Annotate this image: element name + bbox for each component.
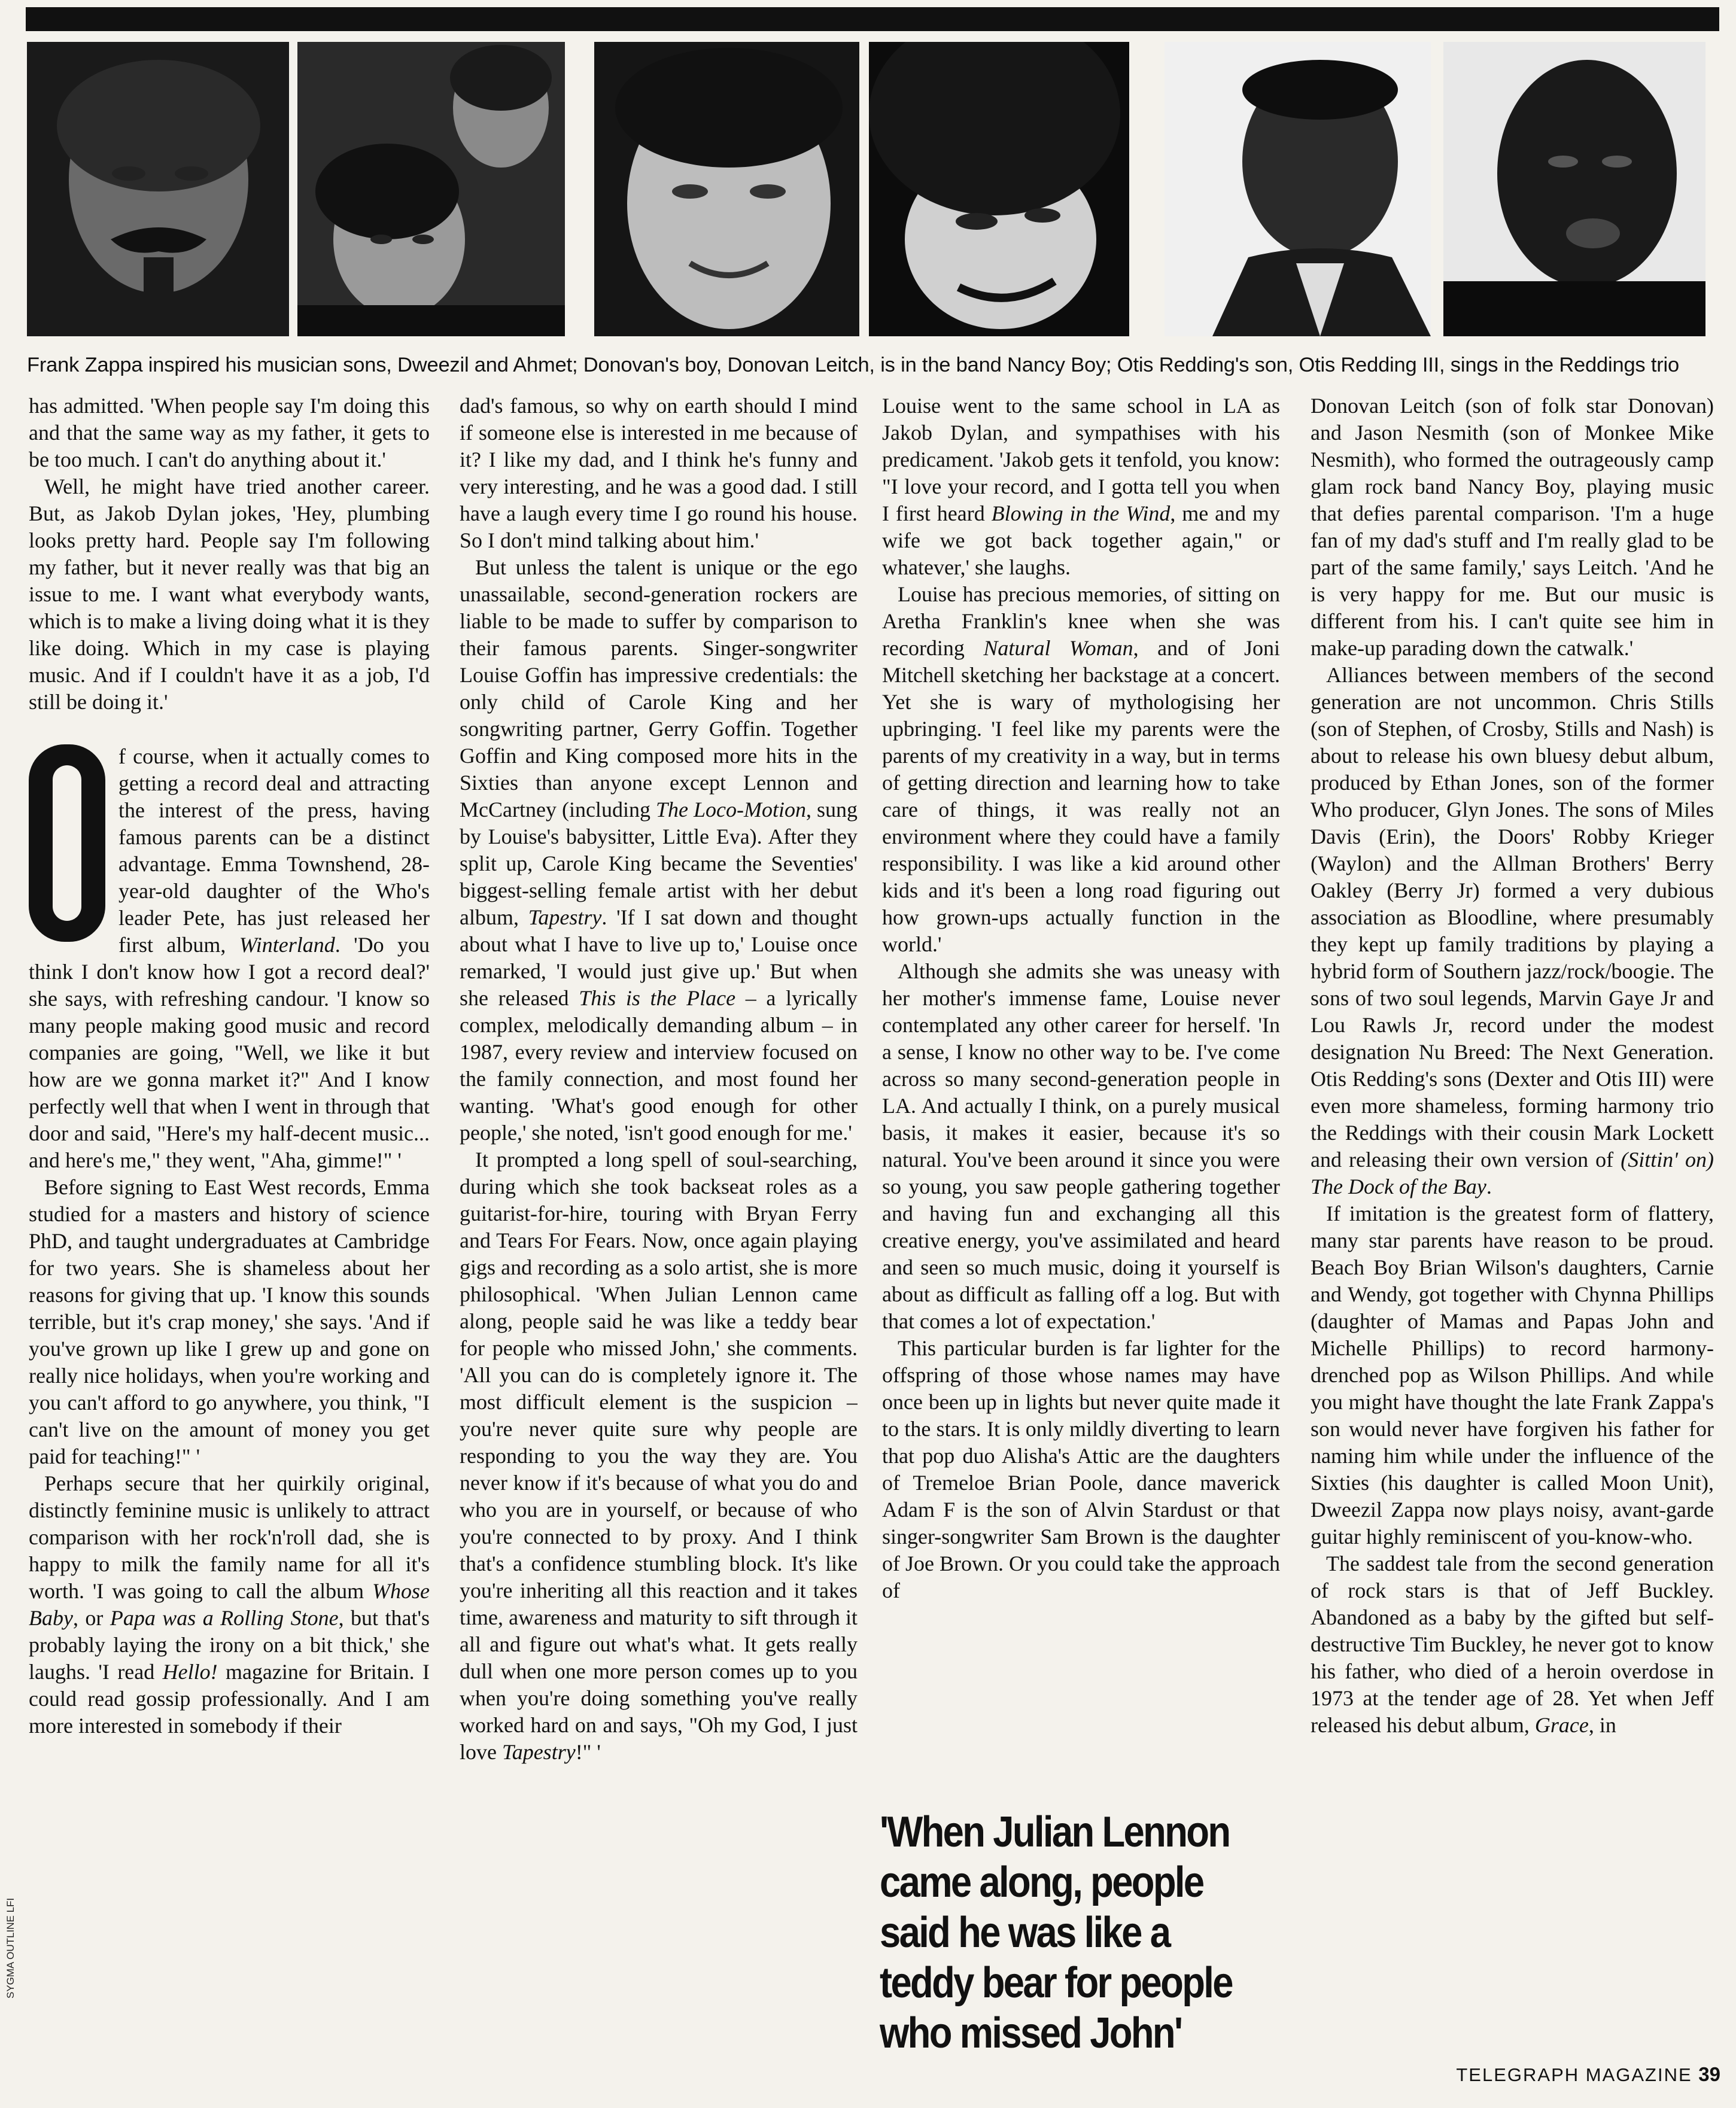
paragraph: Louise has precious memories, of sitting on Aretha Franklin's knee when she was recording Natural Woman, and of Joni Mitchell sketching her backstage at a concert. Yet she is wary of mythologising her upbringing. 'I feel like my parents were the parents of my creativity in a way, but in terms of getting direction and learning how to take care of things, it was really not an environment where they could have a family responsibility. I was like a kid around other kids and it's been a long road figuring out how grown-ups actually function in the world.' [882, 582, 1280, 956]
paragraph: This particular burden is far lighter for the offspring of those whose names may have once been up in lights but never quite made it to the stars. It is only mildly diverting to learn that pop duo Alisha's Attic are the daughters of Tremeloe Brian Poole, dance maverick Adam F is the son of Alvin Stardust or that singer-songwriter Sam Brown is the daughter of Joe Brown. Or you could take the approach of [882, 1336, 1280, 1602]
paragraph: If imitation is the greatest form of flattery, many star parents have reason to be proud. Beach Boy Brian Wilson's daughters, Carnie and Wendy, got together with Chynna Phillips (daughter of Mamas and Papas John and Michelle Phillips) to record harmony-drenched pop as Wilson Phillips. And while you might have thought the late Frank Zappa's son would never have forgiven his father for naming him while under the influence of the Sixties (his daughter is called Moon Unit), Dweezil Zappa now plays noisy, avant-garde guitar highly reminiscent of you-know-who. [1311, 1201, 1714, 1549]
photo-frank-zappa [27, 42, 289, 336]
paragraph: Well, he might have tried another career. But, as Jakob Dylan jokes, 'Hey, plumbing looks pretty hard. People say I'm following my father, but it never really was that big an issue to me. I want what everybody wants, which is to make a living doing what it is they like doing. Which in my case is playing music. And if I couldn't have it as a job, I'd still be doing it.' [29, 474, 430, 714]
photo-donovan-leitch [869, 42, 1129, 336]
page-footer [1394, 2063, 1720, 2087]
paragraph: Perhaps secure that her quirkily original, distinctly feminine music is unlikely to attract comparison with her rock'n'roll dad, she is happy to milk the family name for all it's worth. 'I was going to call the album Whose Baby, or Papa was a Rolling Stone, but that's probably laying the irony on a bit thick,' she laughs. 'I read Hello! magazine for Britain. I could read gossip professionally. And I am more interested in somebody if their [29, 1471, 430, 1738]
paragraph: Louise went to the same school in LA as Jakob Dylan, and sympathises with his predicament. 'Jakob gets it tenfold, you know: "I love your record, and I gotta tell you when I first heard Blowing in the Wind, me and my wife we got back together again," or whatever,' she laughs. [882, 394, 1280, 579]
magazine-name: TELEGRAPH MAGAZINE [1456, 2064, 1692, 2085]
paragraph: Before signing to East West records, Emma studied for a masters and history of science PhD, and taught undergraduates at Cambridge for two years. She is shameless about her reasons for giving that up. 'I know this sounds terrible, but it's crap money,' she says. 'And if you've grown up like I grew up and gone on really nice holidays, when you're working and you can't afford to go anywhere, you think, "I can't live on the amount of money you get paid for teaching!" ' [29, 1175, 430, 1468]
drop-cap-o [29, 744, 105, 942]
photo-otis-redding-iii [1443, 42, 1705, 336]
paragraph: The saddest tale from the second generation of rock stars is that of Jeff Buckley. Abandoned as a baby by the gifted but self-destructive Tim Buckley, he never got to know his father, who died of a heroin overdose in 1973 at the tender age of 28. Yet when Jeff released his debut album, Grace, in [1311, 1552, 1714, 1737]
page-number: 39 [1698, 2063, 1720, 2085]
paragraph: Although she admits she was uneasy with her mother's immense fame, Louise never contemplated any other career for herself. 'In a sense, I know no other way to be. I've come across so many second-generation people in LA. And actually I think, on a purely musical basis, it makes it easier, because it's so natural. You've been around it since you were so young, you saw people gathering together and having fun and exchanging all this creative energy, you've assimilated and heard and seen so much music, doing it yourself is about as difficult as falling off a log. But with that comes a lot of expectation.' [882, 959, 1280, 1333]
paragraph: f course, when it actually comes to getting a record deal and attracting the interest of the press, having famous parents can be a distinct advantage. Emma Townshend, 28-year-old daughter of the Who's leader Pete, has just released her first album, Winterland. 'Do you think I don't know how I got a record deal?' she says, with refreshing candour. 'I know so many people making good music and record companies are going, "Well, we like it but how are we gonna market it?" And I know perfectly well that when I went in through that door and said, "Here's my half-decent music... and here's me," they went, "Aha, gimme!" ' [29, 744, 430, 1172]
paragraph: It prompted a long spell of soul-searching, during which she took backseat roles as a guitarist-for-hire, touring with Bryan Ferry and Tears For Fears. Now, once again playing gigs and recording as a solo artist, she is more philosophical. 'When Julian Lennon came along, people said he was like a teddy bear for people who missed John,' she comments. 'All you can do is completely ignore it. The most difficult element is the suspicion – you're never quite sure why people are responding to you the way they are. You never know if it's because of what you do and who you are in yourself, or because of who you're connected to by proxy. And I think that's a confidence stumbling block. It's like you're inheriting all this reaction and it takes time, awareness and maturity to sift through it all and figure out what's what. It gets really dull when one more person comes up to you when you're doing something you've really worked hard on and says, "Oh my God, I just love Tapestry!" ' [460, 1148, 858, 1764]
article-column-1 [29, 393, 430, 2008]
photo-donovan [594, 42, 859, 336]
article-column-2 [460, 393, 858, 2008]
article-column-3 [882, 393, 1280, 1757]
photo-otis-redding [1165, 42, 1431, 336]
pull-quote: 'When Julian Lennon came along, people said he was like a teddy bear for people who missed John' [880, 1808, 1232, 2057]
photo-credit: SYGMA OUTLINE LFI [5, 1897, 16, 1999]
top-rule [26, 7, 1719, 31]
paragraph: But unless the talent is unique or the ego unassailable, second-generation rockers are liable to be made to suffer by comparison to their famous parents. Singer-songwriter Louise Goffin has impressive credentials: the only child of Carole King and her songwriting partner, Gerry Goffin. Together Goffin and King composed more hits in the Sixties than anyone except Lennon and McCartney (including The Loco-Motion, sung by Louise's babysitter, Little Eva). After they split up, Carole King became the Seventies' biggest-selling female artist with her debut album, Tapestry. 'If I sat down and thought about what I have to live up to,' Louise once remarked, 'I would just give up.' But when she released This is the Place – a lyrically complex, melodically demanding album – in 1987, every review and interview focused on the family connection, and most found her wanting. 'What's good enough for other people,' she noted, 'isn't good enough for me.' [460, 555, 858, 1145]
paragraph: dad's famous, so why on earth should I mind if someone else is interested in me because of it? I like my dad, and I think he's funny and very interesting, and he was a good dad. I still have a laugh every time I go round his house. So I don't mind talking about him.' [460, 394, 858, 552]
article-column-4 [1311, 393, 1714, 2008]
paragraph: Alliances between members of the second generation are not uncommon. Chris Stills (son of Stephen, of Crosby, Stills and Nash) is about to release his own bluesy debut album, produced by Ethan Jones, son of the former Who producer, Glyn Jones. The sons of Miles Davis (Erin), the Doors' Robby Krieger (Waylon) and the Allman Brothers' Berry Oakley (Berry Jr) formed a very dubious association as Bloodline, where presumably they kept up family traditions by playing a hybrid form of Southern jazz/rock/boogie. The sons of two soul legends, Marvin Gaye Jr and Lou Rawls Jr, record under the modest designation Nu Breed: The Next Generation. Otis Redding's sons (Dexter and Otis III) were even more shameless, forming harmony trio the Reddings with their cousin Mark Lockett and releasing their own version of (Sittin' on) The Dock of the Bay. [1311, 663, 1714, 1199]
photo-dweezil-ahmet [297, 42, 565, 336]
photo-caption: Frank Zappa inspired his musician sons, Dweezil and Ahmet; Donovan's boy, Donovan Leitch, is in the band Nancy Boy; Otis Redding's son, Otis Redding III, sings in the Reddings trio [27, 354, 1679, 376]
paragraph: has admitted. 'When people say I'm doing this and that the same way as my father, it gets to be too much. I can't do anything about it.' [29, 394, 430, 472]
paragraph: Donovan Leitch (son of folk star Donovan) and Jason Nesmith (son of Monkee Mike Nesmith), who formed the outrageously camp glam rock band Nancy Boy, playing music that defies parental comparison. 'I'm a huge fan of my dad's stuff and I'm really glad to be part of the same family,' says Leitch. 'And he is very happy for me. But our music is different from his. I can't quite see him in make-up parading down the catwalk.' [1311, 394, 1714, 660]
